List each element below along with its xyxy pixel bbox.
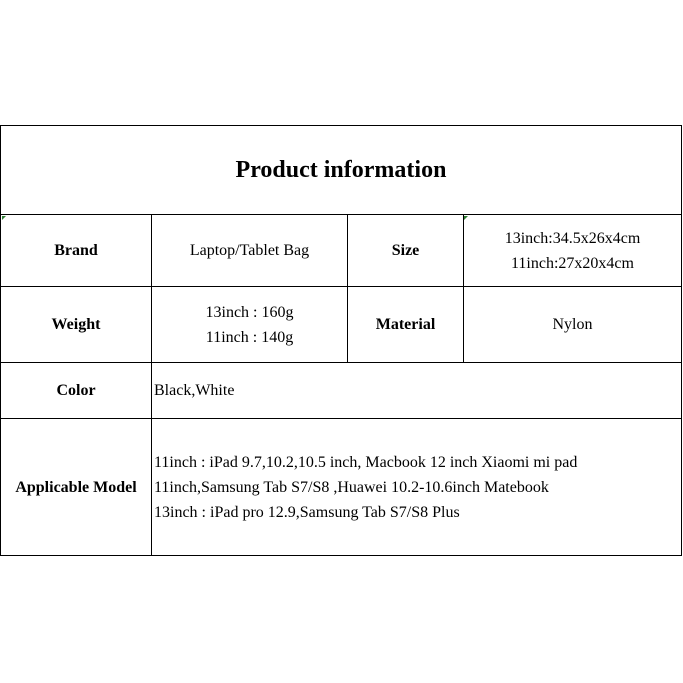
color-label: Color bbox=[56, 382, 96, 399]
size-line: 13inch:34.5x26x4cm bbox=[504, 229, 641, 247]
weight-value bbox=[152, 287, 347, 362]
color-value: Black,White bbox=[154, 382, 235, 399]
size-line: 11inch:27x20x4cm bbox=[511, 254, 634, 272]
weight-line: 11inch : 140g bbox=[205, 328, 294, 346]
weight-line: 13inch : 160g bbox=[205, 303, 294, 321]
model-line: 13inch : iPad pro 12.9,Samsung Tab S7/S8 Plus bbox=[154, 503, 460, 521]
model-line: 11inch,Samsung Tab S7/S8 ,Huawei 10.2-10.6inch Matebook bbox=[154, 478, 549, 496]
material-label: Material bbox=[375, 316, 436, 333]
brand-label: Brand bbox=[54, 242, 98, 259]
model-line: 11inch : iPad 9.7,10.2,10.5 inch, Macbook 12 inch Xiaomi mi pad bbox=[154, 453, 578, 471]
size-label: Size bbox=[391, 242, 420, 259]
weight-label: Weight bbox=[51, 316, 101, 333]
table-title: Product information bbox=[1, 126, 681, 215]
brand-value: Laptop/Tablet Bag bbox=[189, 242, 310, 259]
model-value bbox=[152, 419, 681, 555]
model-label: Applicable Model bbox=[15, 478, 137, 496]
material-value: Nylon bbox=[552, 316, 593, 333]
product-info-table bbox=[0, 125, 682, 556]
size-value bbox=[464, 215, 681, 286]
